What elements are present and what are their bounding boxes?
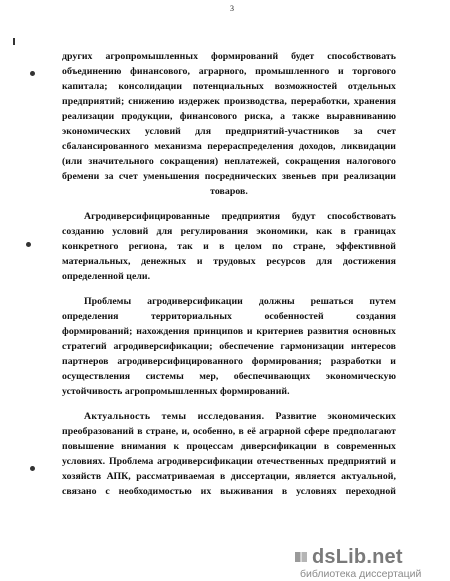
text-line: товаров. <box>210 186 248 197</box>
text-line: определенной цели. <box>62 271 151 282</box>
text-line: осуществления системы мер, обеспечивающих экономическую <box>62 371 396 382</box>
text-line: хозяйств АПК, рассматриваемая в диссертации, является актуальной, <box>62 471 396 482</box>
text-line: других агропромышленных формирований будет способствовать <box>62 51 396 62</box>
text-line: условиях. Проблема агродиверсификации отечественных предприятий и <box>62 456 396 467</box>
margin-dot-mark <box>26 242 31 247</box>
paragraph-3 <box>62 294 396 399</box>
text-line: (или значительного сокращения) неплатежей, сокращения налогового <box>62 156 396 167</box>
margin-dot-mark <box>30 466 35 471</box>
watermark-subtitle: библиотека диссертаций <box>300 568 422 580</box>
document-body <box>62 49 396 499</box>
text-line: сбалансированного механизма перераспределения доходов, ликвидации <box>62 141 396 152</box>
section-heading: Актуальность темы исследования. <box>84 411 265 422</box>
watermark-logo-text: dsLib.net <box>312 546 403 568</box>
heading-line-rest: Развитие экономических <box>264 411 396 422</box>
text-line: предприятий; снижению издержек производства, переработки, хранения <box>62 96 396 107</box>
paragraph-1 <box>62 49 396 199</box>
text-line: устойчивость агропромышленных формирований. <box>62 386 290 397</box>
text-line: стратегий агродиверсификации; обеспечение гармонизации интересов <box>62 341 396 352</box>
text-line: объединению финансового, аграрного, промышленного и торгового <box>62 66 396 77</box>
text-line: капитала; консолидации потенциальных возможностей отдельных <box>62 81 396 92</box>
text-line: определения территориальных особенностей создания <box>62 311 396 322</box>
text-line: партнеров агродиверсифицированного формирования; разработки и <box>62 356 396 367</box>
text-line: формирований; нахождения принципов и критериев развития основных <box>62 326 396 337</box>
text-line: связано с необходимостью их выживания в условиях переходной <box>62 486 396 497</box>
text-line: Проблемы агродиверсификации должны решаться путем <box>84 296 396 307</box>
text-line: Агродиверсифицированные предприятия будут способствовать <box>84 211 396 222</box>
margin-tick-mark <box>13 38 15 45</box>
text-line: материальных, денежных и трудовых ресурсов для достижения <box>62 256 396 267</box>
margin-dot-mark <box>30 71 35 76</box>
watermark-footer <box>0 540 450 581</box>
text-line: повышение внимания к процессам диверсификации в современных <box>62 441 396 452</box>
text-line: преобразований в стране, и, особенно, в её аграрной сфере предполагают <box>62 426 396 437</box>
text-line: созданию условий для регулирования экономики, как в границах <box>62 226 396 237</box>
page-number: 3 <box>230 4 234 13</box>
paragraph-4 <box>62 409 396 499</box>
text-line: экономических условий для предприятий-участников за счет <box>62 126 396 137</box>
text-line: реализации продукции, финансового риска, а также выравниванию <box>62 111 396 122</box>
watermark-logo <box>312 546 403 569</box>
text-line: конкретного региона, так и в целом по стране, эффективной <box>62 241 396 252</box>
paragraph-2 <box>62 209 396 284</box>
book-icon <box>294 550 308 564</box>
text-line <box>62 409 396 424</box>
text-line: бремени за счет уменьшения посреднических звеньев при реализации <box>62 171 396 182</box>
